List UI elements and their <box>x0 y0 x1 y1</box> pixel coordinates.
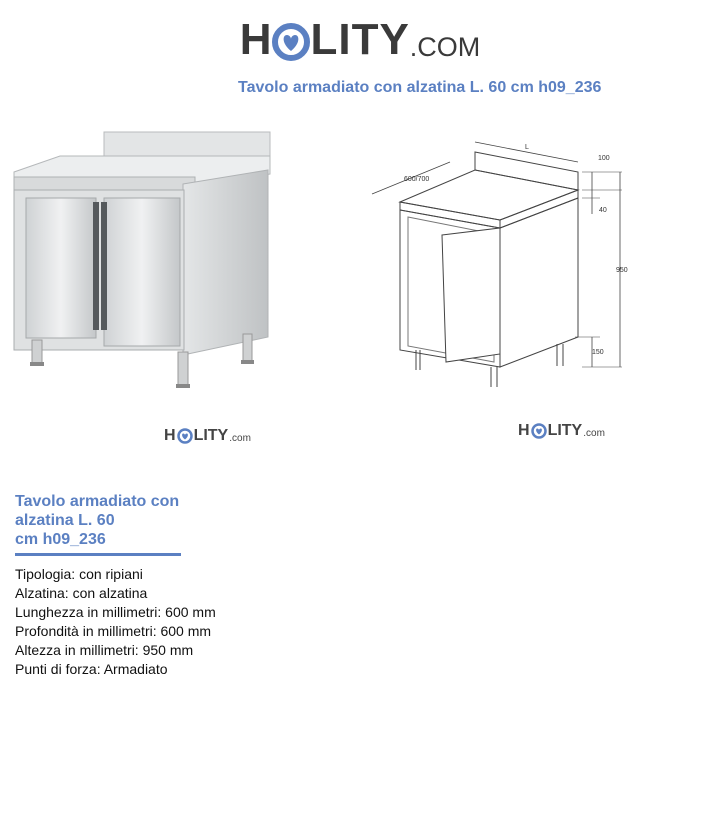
spec-item: Punti di forza: Armadiato <box>15 661 168 677</box>
spec-item: Alzatina: con alzatina <box>15 585 148 601</box>
dim-length-label: L <box>525 144 529 151</box>
spec-item: Lunghezza in millimetri: 600 mm <box>15 604 216 620</box>
product-title-line: cm h09_236 <box>15 531 106 548</box>
technical-drawing <box>360 122 640 457</box>
cabinet-dimension-drawing <box>360 122 640 402</box>
logo-heart-icon <box>177 428 193 444</box>
logo-heart-icon <box>531 423 547 439</box>
logo-suffix: LITY <box>310 15 410 64</box>
spec-list <box>15 565 216 679</box>
product-photo <box>0 122 282 457</box>
right-image-logo: H LITY .com <box>518 422 605 439</box>
logo-prefix: H <box>239 15 273 64</box>
dim-height-label: 950 <box>616 267 628 274</box>
spec-item: Altezza in millimetri: 950 mm <box>15 642 194 658</box>
dim-legs-label: 150 <box>592 349 604 356</box>
cabinet-photo-illustration <box>0 122 282 422</box>
page-title: Tavolo armadiato con alzatina L. 60 cm h09_236 <box>238 79 602 96</box>
left-image-logo: H LITY .com <box>164 427 251 444</box>
brand-logo[interactable] <box>0 15 720 64</box>
title-underline <box>15 553 181 556</box>
dim-thickness-label: 40 <box>599 207 607 214</box>
logo-domain: .COM <box>409 32 481 62</box>
product-title <box>15 492 195 549</box>
dim-depth-label: 600/700 <box>404 176 430 183</box>
product-title-line: alzatina L. 60 <box>15 512 115 529</box>
spec-item: Profondità in millimetri: 600 mm <box>15 623 212 639</box>
dim-backsplash-label: 100 <box>598 155 610 162</box>
spec-item: Tipologia: con ripiani <box>15 566 143 582</box>
logo-heart-icon <box>272 22 310 62</box>
product-title-line: Tavolo armadiato con <box>15 493 180 510</box>
